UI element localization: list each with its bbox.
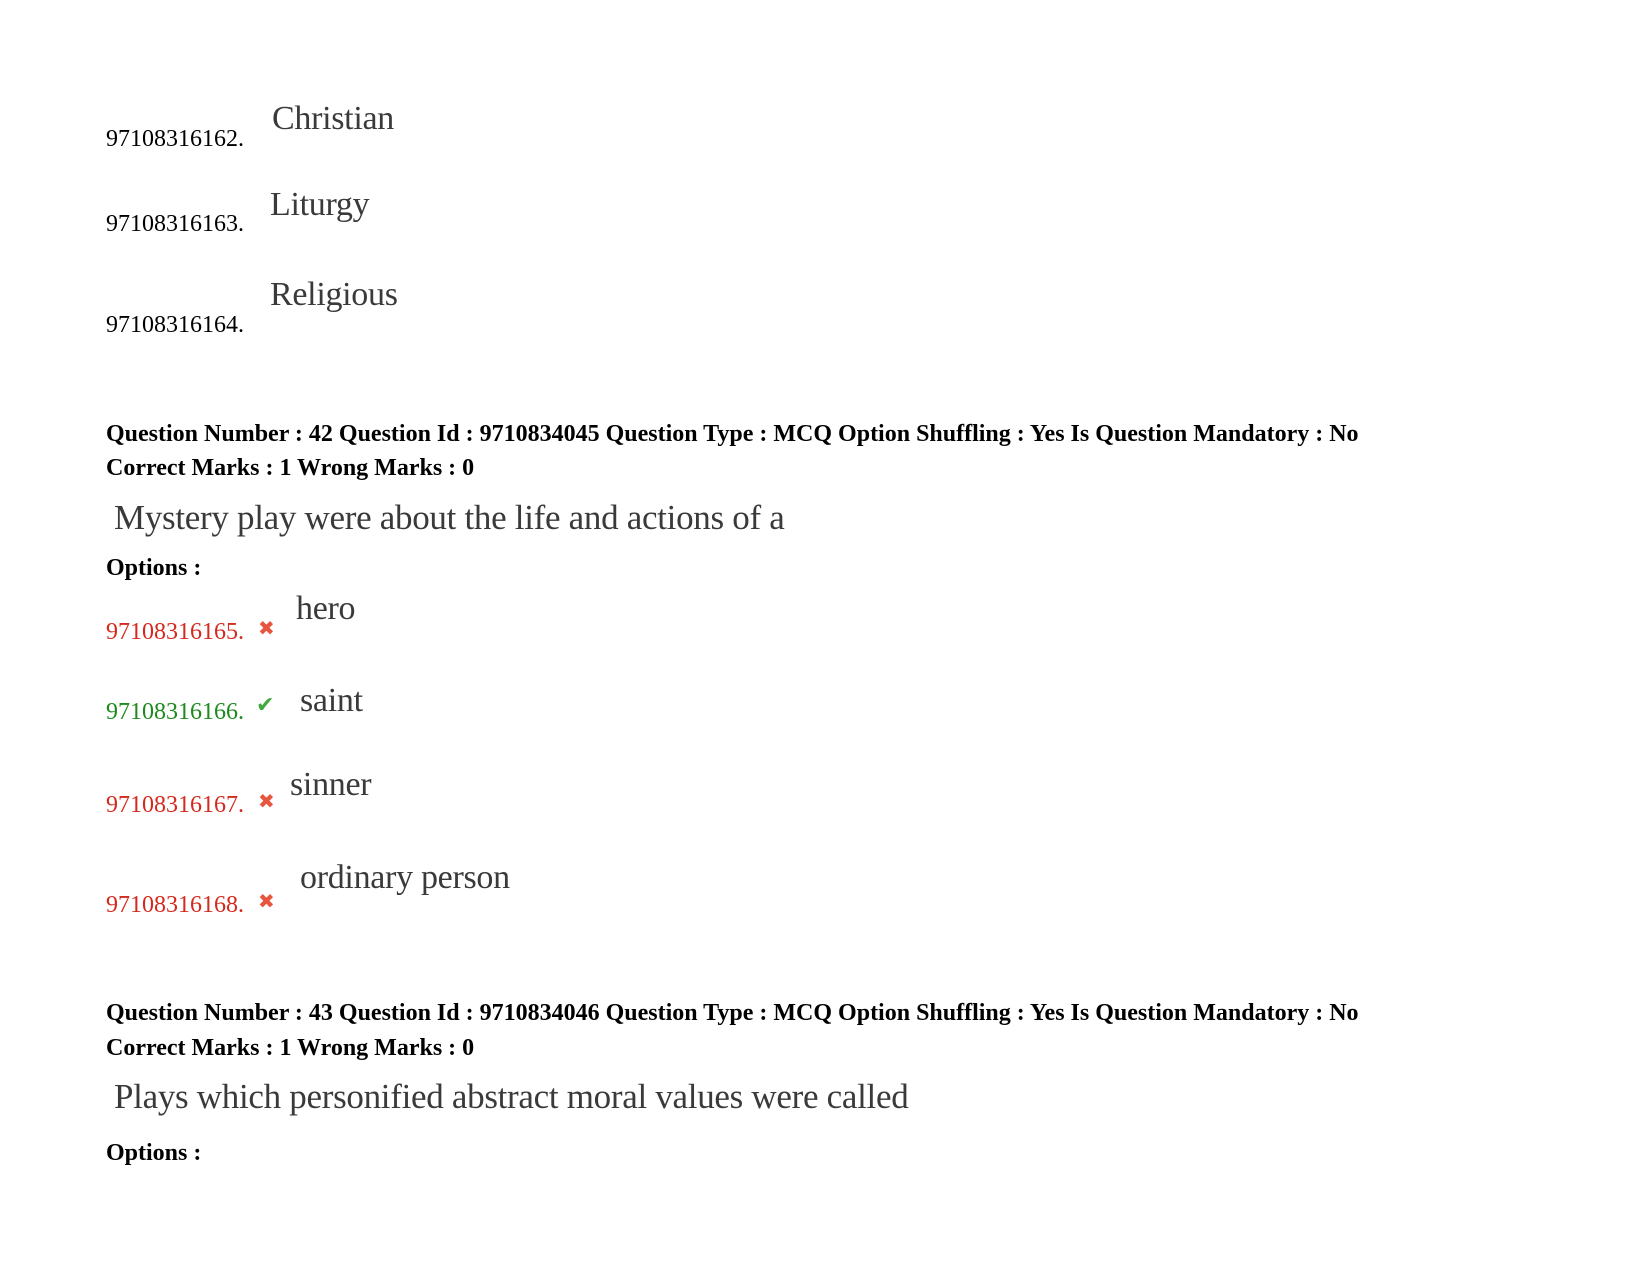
- option-text: saint: [300, 682, 363, 719]
- option-id: 97108316164.: [106, 312, 244, 338]
- check-icon: ✔: [256, 693, 275, 718]
- option-text: Religious: [270, 276, 398, 313]
- cross-icon: ✖: [258, 889, 275, 913]
- cross-icon: ✖: [258, 616, 275, 640]
- option-id: 97108316166.: [106, 699, 244, 725]
- option-id: 97108316162.: [106, 126, 244, 152]
- option-id: 97108316167.: [106, 792, 244, 818]
- question-text: Mystery play were about the life and actions of a: [114, 498, 785, 537]
- question-marks: Correct Marks : 1 Wrong Marks : 0: [106, 455, 475, 481]
- question-header: Question Number : 43 Question Id : 9710834046 Question Type : MCQ Option Shuffling : Yes Is Question Mandatory : No: [106, 1000, 1359, 1026]
- option-id: 97108316168.: [106, 892, 244, 918]
- question-header: Question Number : 42 Question Id : 9710834045 Question Type : MCQ Option Shuffling : Yes Is Question Mandatory : No: [106, 421, 1359, 447]
- option-text: hero: [296, 590, 356, 627]
- option-id: 97108316163.: [106, 211, 244, 237]
- question-marks: Correct Marks : 1 Wrong Marks : 0: [106, 1035, 475, 1061]
- option-id: 97108316165.: [106, 619, 244, 645]
- option-text: Liturgy: [270, 186, 370, 223]
- options-label: Options :: [106, 555, 202, 581]
- options-label: Options :: [106, 1140, 202, 1166]
- option-text: Christian: [272, 100, 394, 137]
- option-text: sinner: [290, 766, 372, 803]
- question-text: Plays which personified abstract moral values were called: [114, 1077, 909, 1116]
- cross-icon: ✖: [258, 789, 275, 813]
- option-text: ordinary person: [300, 859, 510, 896]
